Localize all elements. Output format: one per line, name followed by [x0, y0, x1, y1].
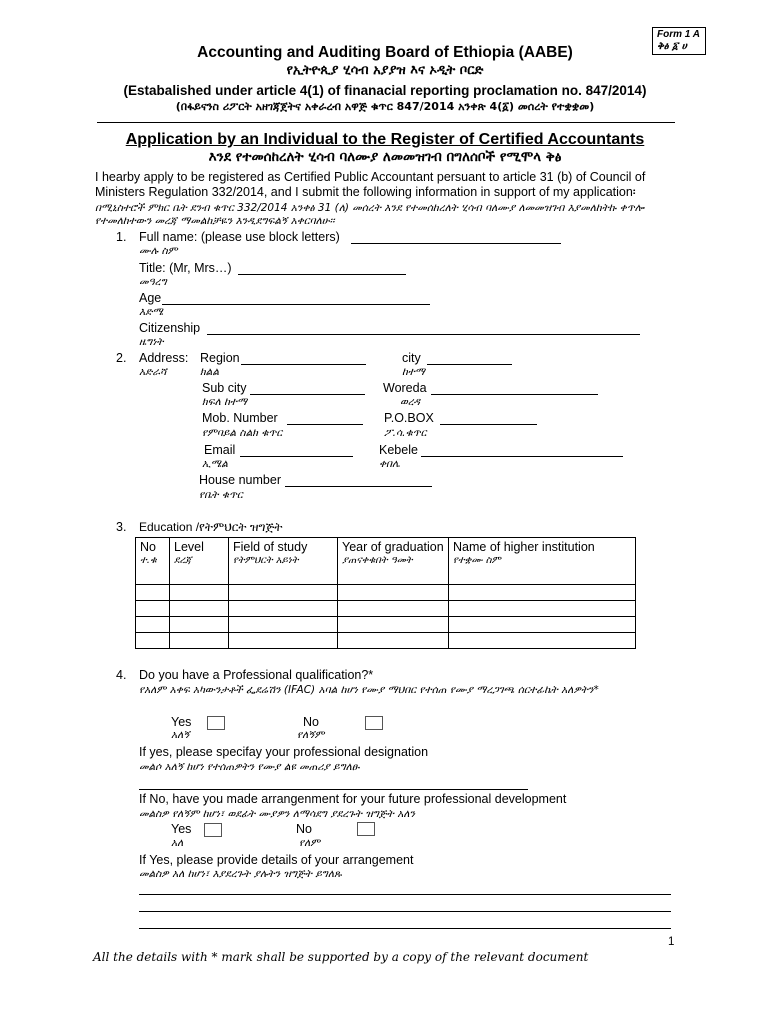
q1-number: 1. — [116, 230, 127, 244]
col-institution-am: የተቋሙ ስም — [453, 555, 501, 566]
details-line-2[interactable] — [139, 911, 671, 912]
col-no-en: No — [140, 540, 156, 554]
pobox-label-am: ፖ.ሳ.ቁጥር — [384, 427, 427, 439]
address-label-am: አድራሻ — [139, 366, 167, 378]
house-number-field[interactable] — [285, 474, 432, 487]
col-year-am: ያጠናቀቁበት ዓመት — [342, 555, 413, 566]
region-label-am: ክልል — [200, 366, 219, 378]
woreda-label-am: ወረዳ — [400, 396, 420, 408]
q2-number: 2. — [116, 351, 127, 365]
woreda-field[interactable] — [431, 382, 598, 395]
col-header-field — [229, 538, 338, 585]
subcity-label-am: ክፍለ ከተማ — [202, 396, 248, 408]
qualification-question-en: Do you have a Professional qualification?* — [139, 668, 374, 682]
subcity-label: Sub city — [202, 381, 247, 395]
col-level-en: Level — [174, 540, 204, 554]
col-institution-en: Name of higher institution — [453, 540, 595, 554]
org-name-en: Accounting and Auditing Board of Ethiopia (AABE) — [197, 44, 573, 61]
mobile-label-am: የምባይል ስልክ ቁጥር — [202, 427, 283, 439]
title-label-am: መዓረግ — [139, 276, 167, 288]
col-header-no — [136, 538, 170, 585]
intro-text-en: I hearby apply to be registered as Certified Public Accountant persuant to article 31 (b) of Council of Ministers Regulation 332/2014, and I submit the following information in support of my application፡ — [95, 170, 646, 199]
woreda-label: Woreda — [383, 381, 427, 395]
no-label: No — [303, 715, 319, 729]
education-table — [135, 537, 636, 649]
no2-label: No — [296, 822, 312, 836]
email-label: Email — [204, 443, 236, 457]
col-header-year — [338, 538, 449, 585]
house-number-label: House number — [199, 473, 281, 487]
kebele-label-am: ቀበሌ — [379, 458, 400, 470]
table-row[interactable] — [136, 601, 636, 617]
header-divider — [97, 122, 675, 123]
qualification-question-am: የአለም አቀፍ አካውንታቶች ፌደሬሽን (IFAC) አባል ከሆነ የሙያ ማህበር የተሰጠ የሙያ ማረጋገጫ ሰርተፊኬት አለዎትን* — [139, 684, 599, 696]
full-name-label: Full name: (please use block letters) — [139, 230, 340, 244]
pobox-label: P.O.BOX — [384, 411, 434, 425]
city-label: city — [402, 351, 421, 365]
citizenship-label-am: ዜግነት — [139, 336, 164, 348]
title-field[interactable] — [238, 262, 406, 275]
no-label-am: የለኝም — [297, 729, 325, 741]
no-checkbox[interactable] — [365, 716, 383, 730]
city-field[interactable] — [427, 352, 512, 365]
region-field[interactable] — [241, 352, 366, 365]
mobile-label: Mob. Number — [202, 411, 278, 425]
established-am: (በፋይናንስ ሪፖርት አዘገጃጀትና አቀራረብ አዋጅ ቁጥር 847/2014 አንቀጽ 4(፩) መሰረት የተቋቋመ) — [175, 100, 595, 113]
full-name-label-am: ሙሉ ስም — [139, 245, 178, 257]
details-prompt-am: መልስዎ አለ ከሆነ፣ እያደረጉት ያሉትን ዝግጅት ይግለጹ — [139, 868, 342, 880]
arrangement-prompt-am: መልስዎ የለኝም ከሆነ፣ ወደፊት ሙያዎን ለማሳደግ ያደረጉት ዝግጅት አለን — [139, 808, 416, 820]
email-field[interactable] — [240, 444, 353, 457]
form-title-en: Application by an Individual to the Register of Certified Accountants — [125, 131, 645, 148]
form-number-en: Form 1 A — [657, 29, 700, 40]
full-name-field[interactable] — [351, 231, 561, 244]
address-label: Address: — [139, 351, 189, 365]
yes2-label-am: አለ — [171, 837, 184, 849]
yes-checkbox[interactable] — [207, 716, 225, 730]
intro-text-am: በሚኒስተሮች ምክር ቤት ደንብ ቁጥር 332/2014 አንቀፅ 31 (ለ) መሰረት እንደ የተመሰከረለት ሂሳብ ባለሙያ ለመመዝገብ እያመለከትኩ ቀጥሎ የተመለከተውን መረጃ ማመልከቻዬን እንዲደግፍልኝ አቀርባለሁ፡፡ — [95, 202, 645, 227]
org-name-am: የኢትዮጲያ ሂሳብ አያያዝ እና ኦዲት ቦርድ — [286, 63, 484, 78]
pobox-field[interactable] — [440, 412, 537, 425]
footer-note: All the details with * mark shall be supported by a copy of the relevant document — [93, 950, 589, 964]
no2-checkbox[interactable] — [357, 822, 375, 836]
established-en: (Estabalished under article 4(1) of finanacial reporting proclamation no. 847/2014) — [123, 83, 647, 98]
education-table-header — [136, 538, 636, 585]
col-field-am: የትምህርት አይነት — [233, 555, 299, 566]
education-label: Education /የትምህርት ዝግጅት — [139, 520, 283, 534]
arrangement-prompt-en: If No, have you made arrangenment for your future professional development — [139, 792, 567, 806]
designation-prompt-am: መልሶ አለኝ ከሆነ የተሰጠዎትን የሙያ ልዩ መጠሪያ ይግለፁ — [139, 761, 360, 773]
yes2-checkbox[interactable] — [204, 823, 222, 837]
form-title-am: እንደ የተመሰከረለት ሂሳብ ባለሙያ ለመመዝገብ በግለሰቦች የሚሞላ ቅፅ — [208, 149, 562, 165]
region-label: Region — [200, 351, 240, 365]
age-field[interactable] — [162, 292, 430, 305]
kebele-label: Kebele — [379, 443, 418, 457]
house-number-label-am: የቤት ቁጥር — [199, 489, 243, 501]
city-label-am: ከተማ — [402, 366, 425, 378]
col-header-institution — [449, 538, 636, 585]
details-prompt-en: If Yes, please provide details of your arrangement — [139, 853, 414, 867]
citizenship-field[interactable] — [207, 322, 640, 335]
designation-field[interactable] — [139, 789, 528, 790]
age-label: Age — [139, 291, 162, 305]
details-line-1[interactable] — [139, 894, 671, 895]
yes-label: Yes — [171, 715, 192, 729]
table-row[interactable] — [136, 633, 636, 649]
col-year-en: Year of graduation — [342, 540, 444, 554]
table-row[interactable] — [136, 585, 636, 601]
kebele-field[interactable] — [421, 444, 623, 457]
table-row[interactable] — [136, 617, 636, 633]
col-level-am: ደረጃ — [174, 555, 192, 566]
title-label: Title: (Mr, Mrs…) — [139, 261, 232, 275]
col-field-en: Field of study — [233, 540, 308, 554]
yes-label-am: አለኝ — [171, 729, 190, 741]
no2-label-am: የለም — [299, 837, 321, 849]
col-no-am: ተ.ቁ — [140, 555, 157, 566]
email-label-am: ኢሜል — [202, 458, 228, 470]
q3-number: 3. — [116, 520, 127, 534]
col-header-level — [170, 538, 229, 585]
q4-number: 4. — [116, 668, 127, 682]
form-number-am: ቅፅ ፩ ሀ — [657, 41, 687, 52]
citizenship-label: Citizenship — [139, 321, 201, 335]
subcity-field[interactable] — [250, 382, 365, 395]
yes2-label: Yes — [171, 822, 192, 836]
mobile-field[interactable] — [287, 412, 363, 425]
page-number: 1 — [668, 936, 675, 948]
details-line-3[interactable] — [139, 928, 671, 929]
designation-prompt-en: If yes, please specifay your professional designation — [139, 745, 429, 759]
age-label-am: እድሜ — [139, 306, 164, 318]
